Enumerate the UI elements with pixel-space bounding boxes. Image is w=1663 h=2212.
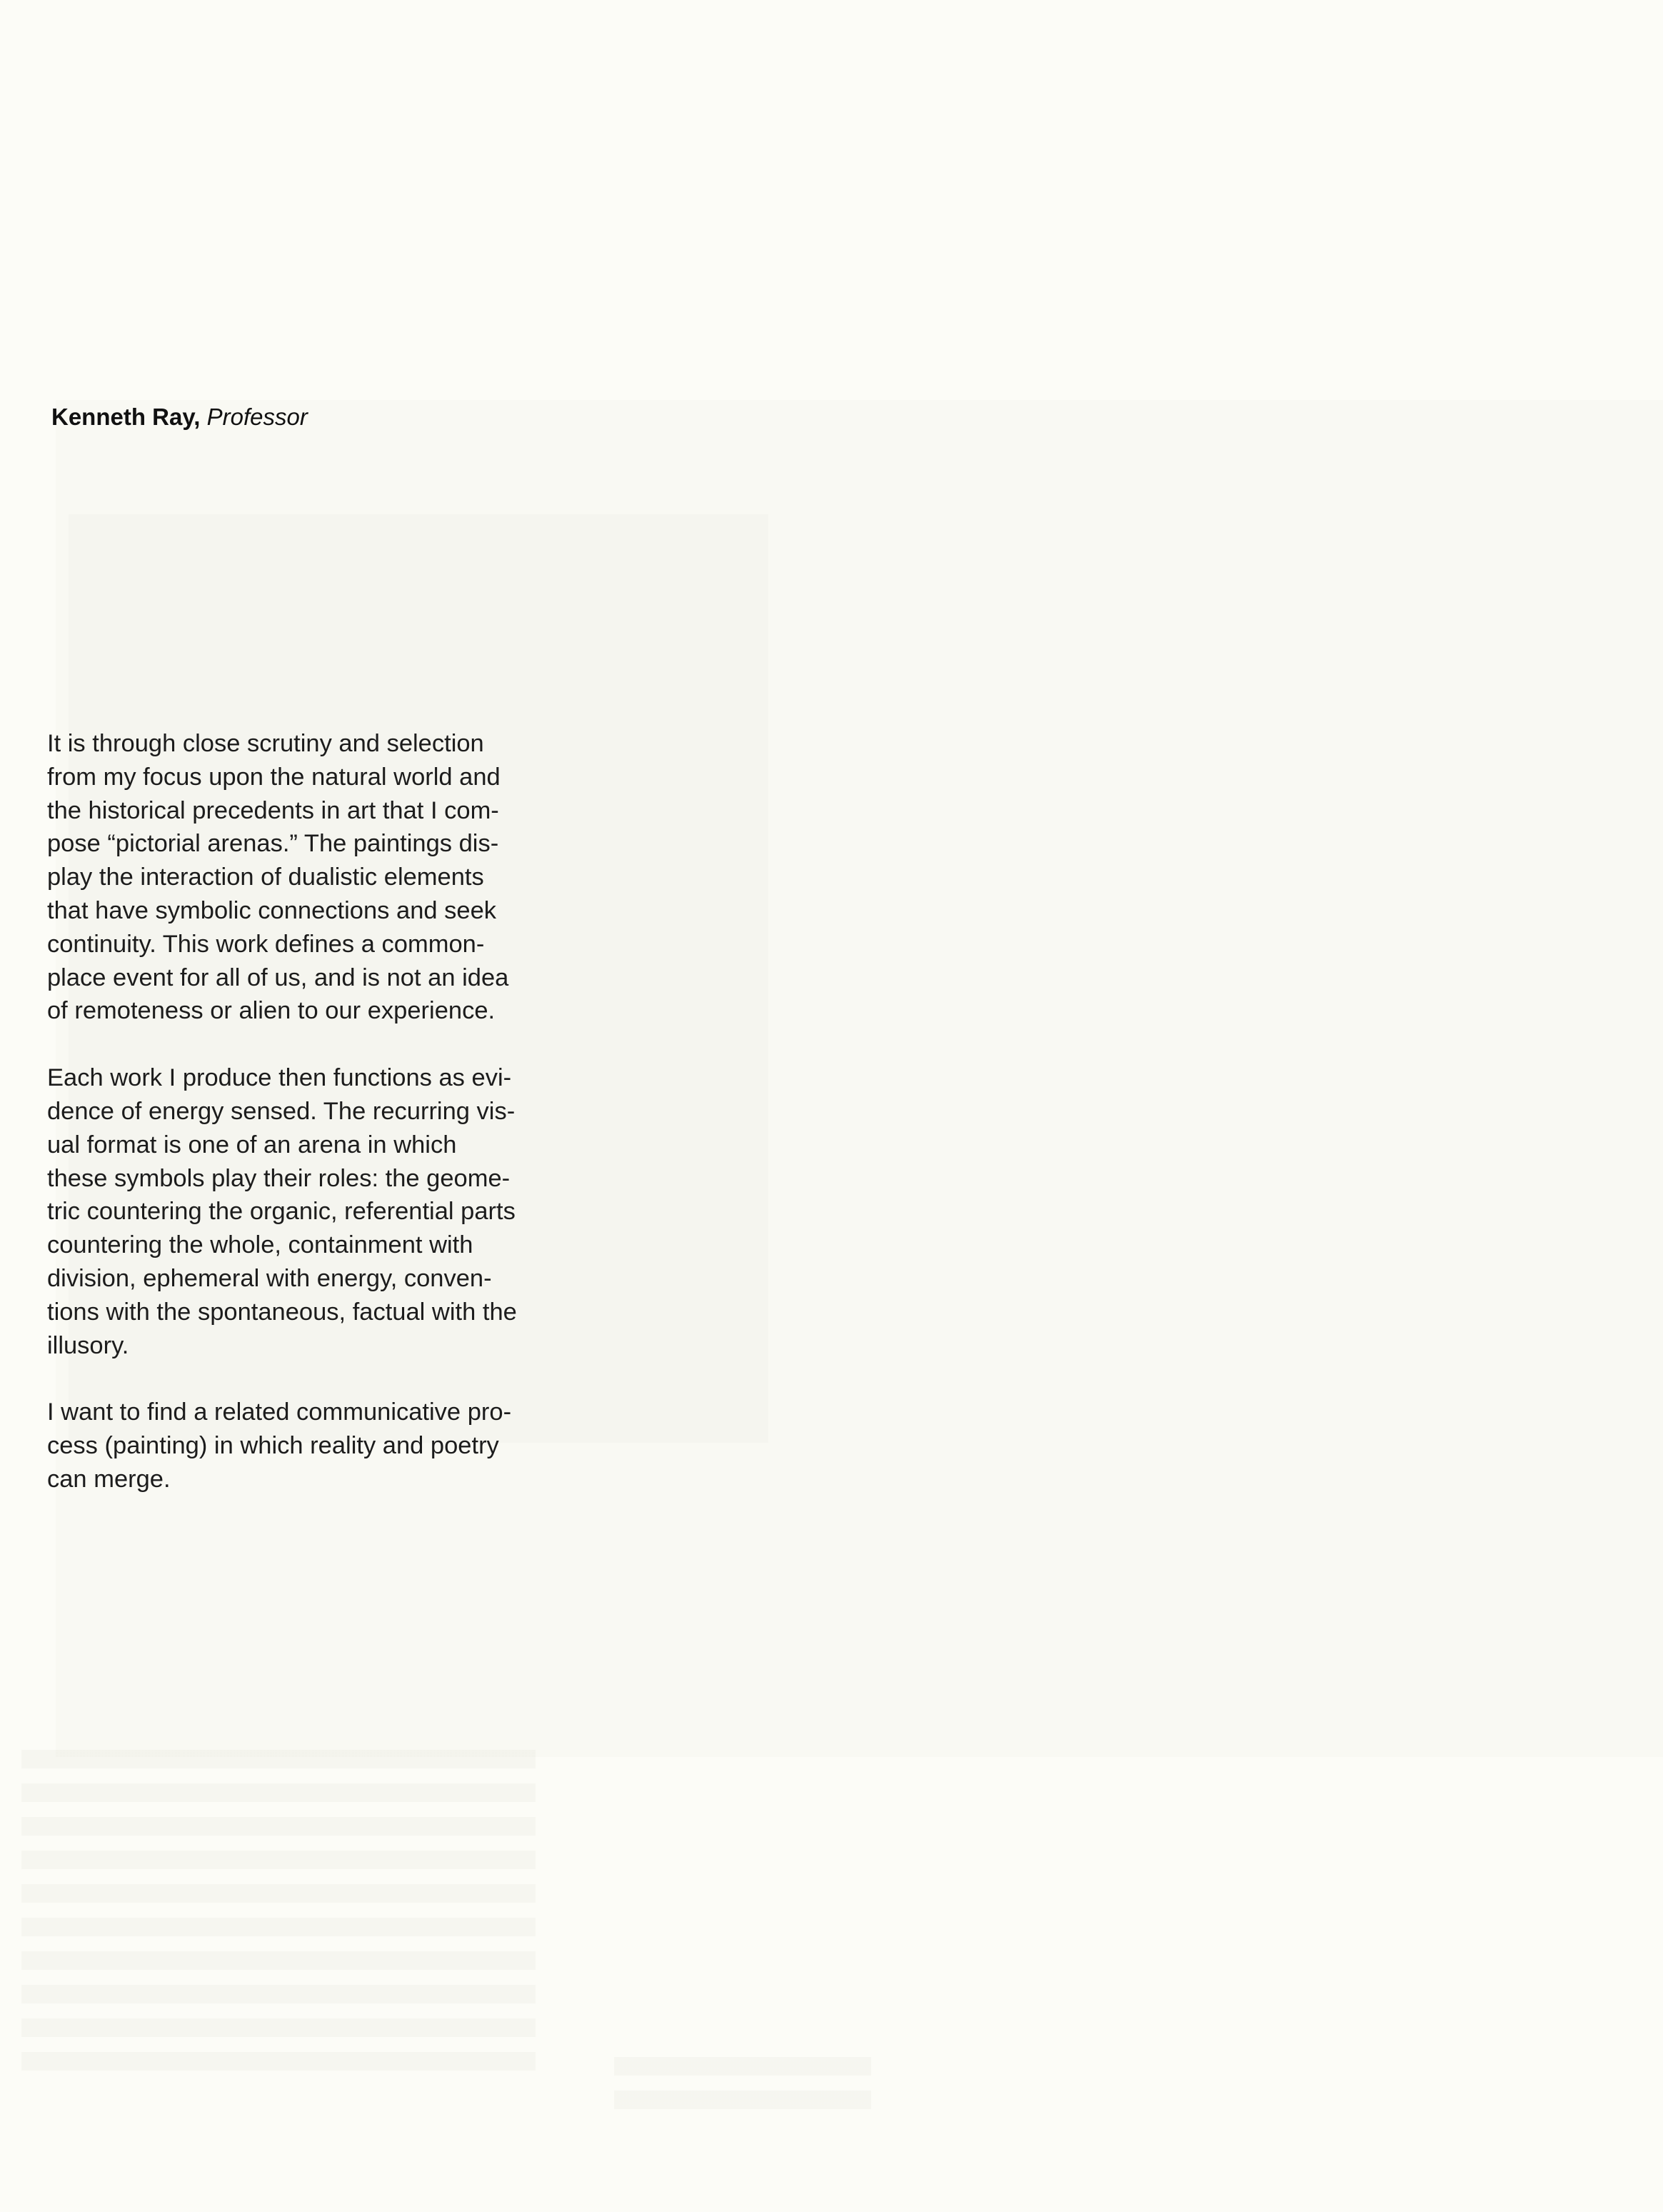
statement-line: place event for all of us, and is not an idea (47, 964, 509, 991)
artist-title: Professor (206, 404, 308, 430)
statement-line: Each work I produce then functions as evi- (47, 1064, 512, 1092)
statement-paragraph-1 (47, 727, 590, 1028)
statement-line: dence of energy sensed. The recurring vis- (47, 1097, 516, 1125)
statement-paragraph-3 (47, 1396, 590, 1496)
reverse-page-bleed-through-text (21, 1750, 536, 2086)
artist-name: Kenneth Ray, (51, 404, 201, 430)
statement-line: pose “pictorial arenas.” The paintings dis- (47, 830, 499, 858)
statement-line: It is through close scrutiny and selection (47, 730, 484, 757)
statement-line: of remoteness or alien to our experience. (47, 997, 496, 1025)
statement-paragraph-2 (47, 1061, 590, 1362)
statement-line: play the interaction of dualistic elements (47, 864, 484, 891)
statement-line: countering the whole, containment with (47, 1231, 473, 1259)
statement-line: tions with the spontaneous, factual with the (47, 1298, 517, 1326)
statement-line: division, ephemeral with energy, conven- (47, 1264, 492, 1292)
statement-line: cess (painting) in which reality and poetry (47, 1432, 499, 1460)
statement-line: from my focus upon the natural world and (47, 763, 501, 791)
reverse-page-bleed-through-caption (614, 2057, 871, 2114)
statement-line: the historical precedents in art that I com- (47, 796, 499, 824)
statement-line: ual format is one of an arena in which (47, 1131, 457, 1158)
statement-line: I want to find a related communicative pro- (47, 1398, 512, 1426)
statement-line: illusory. (47, 1331, 129, 1359)
statement-line: these symbols play their roles: the geome- (47, 1164, 511, 1192)
artist-statement (47, 727, 590, 1530)
statement-line: tric countering the organic, referential parts (47, 1198, 516, 1226)
statement-line: that have symbolic connections and seek (47, 896, 497, 924)
artist-header (51, 401, 308, 433)
statement-line: continuity. This work defines a common- (47, 930, 485, 958)
statement-line: can merge. (47, 1465, 171, 1493)
